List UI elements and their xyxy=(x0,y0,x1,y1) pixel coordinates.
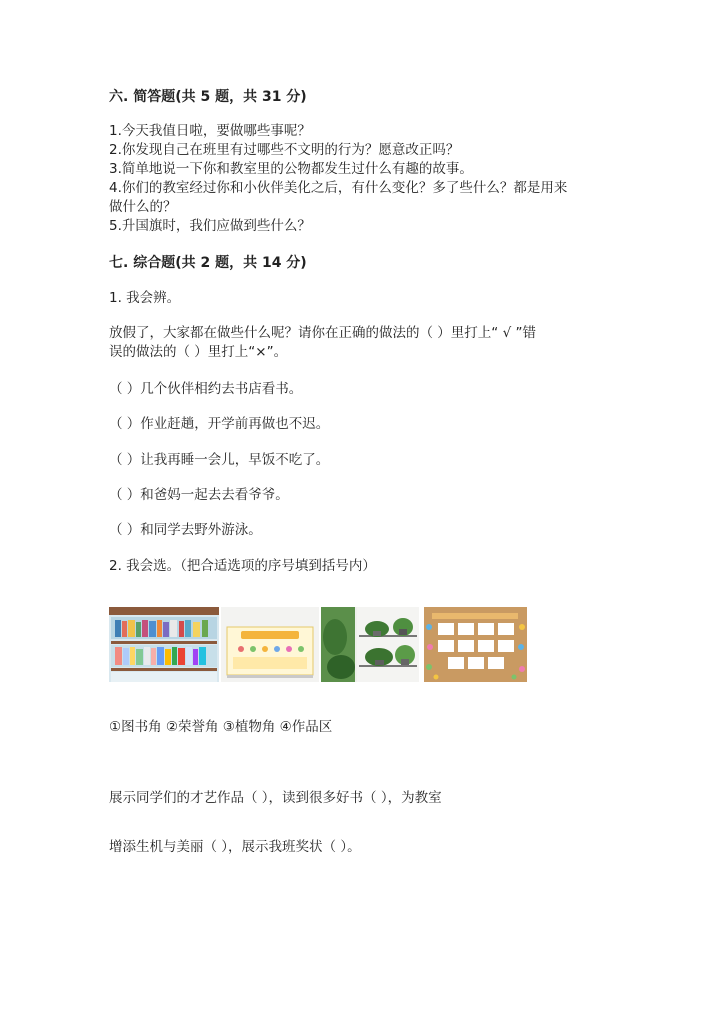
section-7-heading: 七. 综合题(共 2 题，共 14 分) xyxy=(109,255,307,271)
honor-board-photo xyxy=(221,607,319,682)
question-2-sentence-line-2: 增添生机与美丽（ ），展示我班奖状（ ）。 xyxy=(109,839,361,855)
section-6-item-1: 1.今天我值日啦，要做哪些事呢？ xyxy=(109,123,311,139)
question-1-option-1: （ ）几个伙伴相约去书店看书。 xyxy=(109,381,303,397)
plant-corner-photo xyxy=(321,607,419,682)
question-2-choices: ①图书角 ②荣誉角 ③植物角 ④作品区 xyxy=(109,719,333,735)
question-2-sentence-line-1: 展示同学们的才艺作品（ ），读到很多好书（ ），为教室 xyxy=(109,790,442,806)
works-board-photo xyxy=(424,607,527,682)
bookshelf-photo xyxy=(109,607,219,682)
section-6-heading: 六. 简答题(共 5 题，共 31 分) xyxy=(109,89,307,105)
question-1-option-5: （ ）和同学去野外游泳。 xyxy=(109,522,262,538)
question-1-title: 1. 我会辨。 xyxy=(109,290,181,306)
section-6-item-4: 4.你们的教室经过你和小伙伴美化之后，有什么变化？多了些什么？都是用来 xyxy=(109,180,568,196)
question-1-option-2: （ ）作业赶趟，开学前再做也不迟。 xyxy=(109,416,330,432)
section-6-item-2: 2.你发现自己在班里有过哪些不文明的行为？愿意改正吗？ xyxy=(109,142,460,158)
question-1-option-3: （ ）让我再睡一会儿，早饭不吃了。 xyxy=(109,452,330,468)
question-1-option-4: （ ）和爸妈一起去去看爷爷。 xyxy=(109,487,289,503)
question-2-title: 2. 我会选。（把合适选项的序号填到括号内） xyxy=(109,558,376,574)
section-6-item-5: 5.升国旗时，我们应做到些什么？ xyxy=(109,218,311,234)
question-1-instruction-line-2: 误的做法的（ ）里打上“×”。 xyxy=(109,344,288,360)
classroom-corner-photos xyxy=(109,607,529,682)
section-6-item-3: 3.简单地说一下你和教室里的公物都发生过什么有趣的故事。 xyxy=(109,161,473,177)
question-1-instruction-line-1: 放假了，大家都在做些什么呢？请你在正确的做法的（ ）里打上“ √ ”错 xyxy=(109,325,536,341)
section-6-item-4-continued: 做什么的？ xyxy=(109,199,177,215)
